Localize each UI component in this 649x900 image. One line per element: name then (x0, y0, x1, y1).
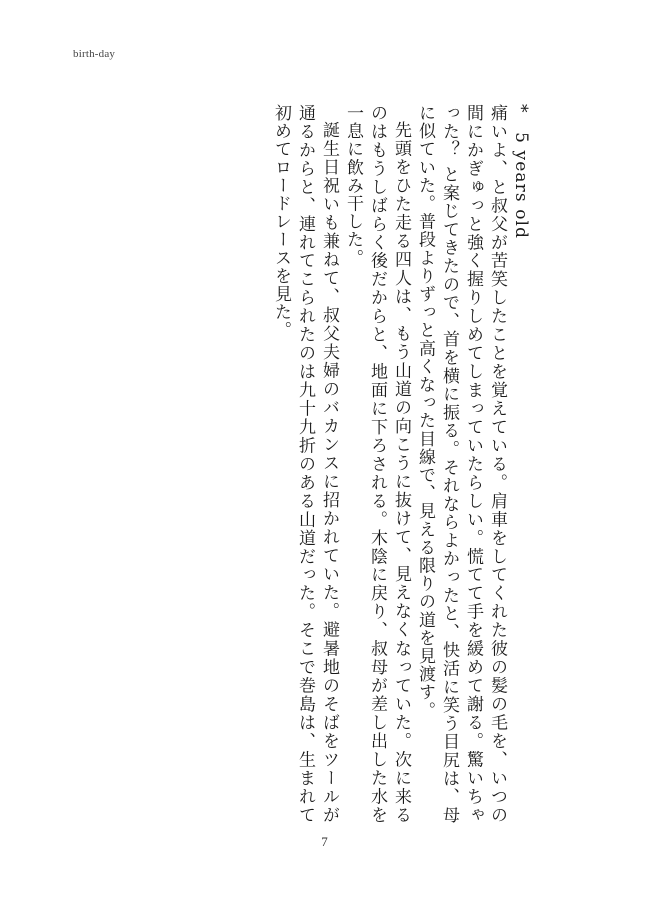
vertical-text-block (269, 104, 549, 824)
section-title: 5 years old (511, 132, 531, 240)
page-number: 7 (321, 834, 328, 849)
section-heading (509, 104, 533, 824)
asterisk-mark: * (511, 104, 531, 114)
paragraph-3: 誕生日祝いも兼ねて、叔父夫婦のバカンスに招かれていた。避暑地のそばをツールが通るからと、連れてこられたのは九十九折のある山道だった。そこで巻島は、生まれて初めてロードレースを見た。 (271, 104, 339, 824)
running-head: birth-day (73, 48, 116, 60)
paragraph-1: 痛いよ、と叔父が苦笑したことを覚えている。肩車をしてくれた彼の髪の毛を、いつの間にかぎゅっと強く握りしめてしまっていたらしい。慌てて手を緩めて謝る。驚いちゃった？ と案じてきたので、首を横に振る。それならよかったと、快活に笑う目尻は、母に似ていた。普段よりずっと高くなった目線で、見える限りの道を見渡す。 (415, 104, 507, 824)
paragraph-2: 先頭をひた走る四人は、もう山道の向こうに抜けて、見えなくなっていた。次に来るのはもうしばらく後だからと、地面に下ろされる。木陰に戻り、叔母が差し出した水を一息に飲み干した。 (343, 104, 411, 824)
